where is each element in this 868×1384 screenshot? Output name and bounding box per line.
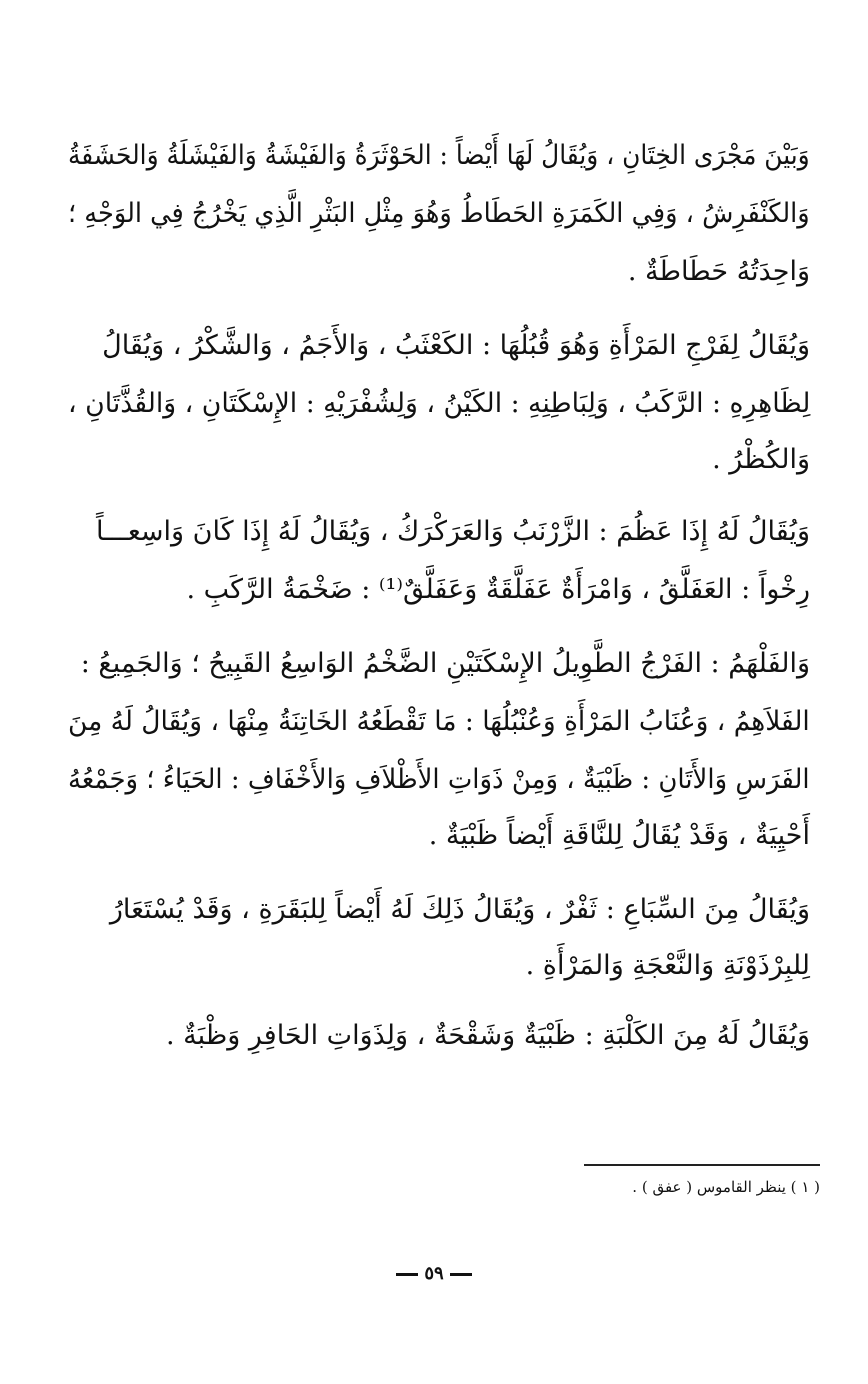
text-line: وَبَيْنَ مَجْرَى الخِتَانِ ، وَيُقَالُ لَهَا أَيْضاً : الحَوْثَرَةُ وَالفَيْشَةُ وَالفَيْشَلَةُ وَالحَشَفَةُ bbox=[68, 140, 810, 171]
text-line: وَيُقَالُ لَهُ إِذَا عَظُمَ : الزَّرْنَبُ وَالعَرَكْرَكُ ، وَيُقَالُ لَهُ إِذَا كَانَ وَاسِعـــاً bbox=[95, 516, 810, 547]
page-number-value: ٥٩ bbox=[424, 1263, 444, 1284]
text-line: وَالفَلْهَمُ : الفَرْجُ الطَّوِيلُ الإِسْكَتَيْنِ الضَّخْمُ الوَاسِعُ القَبِيحُ ؛ وَالجَمِيعُ : bbox=[80, 648, 810, 679]
footnote: ( ١ ) ينظر القاموس ( عفق ) . bbox=[632, 1178, 820, 1196]
text-line: وَالكَنْفَرِشُ ، وَفِي الكَمَرَةِ الحَطَاطُ وَهُوَ مِثْلِ البَثْرِ الَّذِي يَخْرُجُ فِي الوَجْهِ ؛ bbox=[68, 198, 810, 229]
text-line: لِظَاهِرِهِ : الرَّكَبُ ، وَلِبَاطِنِهِ : الكَيْنُ ، وَلِشُفْرَيْهِ : الإِسْكَتَانِ ، وَالقُذَّتَانِ ، bbox=[67, 388, 810, 419]
text-line: وَاحِدَتُهُ حَطَاطَةٌ . bbox=[627, 256, 810, 287]
text-line: أَحْيِيَةٌ ، وَقَدْ يُقَالُ لِلنَّاقَةِ أَيْضاً ظَبْيَةٌ . bbox=[428, 820, 810, 851]
page-number-dash bbox=[396, 1273, 418, 1276]
text-line: لِلبِرْذَوْنَةِ وَالنَّعْجَةِ وَالمَرْأَةِ . bbox=[525, 950, 810, 981]
text-line: وَالكُظْرُ . bbox=[712, 444, 810, 475]
text-line: رِخْواً : العَفَلَّقُ ، وَامْرَأَةٌ عَفَلَّقَةٌ وَعَفَلَّقٌ⁽¹⁾ : ضَخْمَةُ الرَّكَبِ . bbox=[186, 574, 810, 605]
page-number bbox=[0, 1262, 868, 1286]
page-number-dash bbox=[450, 1273, 472, 1276]
text-line: وَيُقَالُ لَهُ مِنَ الكَلْبَةِ : ظَبْيَةٌ وَشَقْحَةٌ ، وَلِذَوَاتِ الحَافِرِ وَظْبَةٌ . bbox=[166, 1020, 810, 1051]
footnote-divider bbox=[584, 1164, 820, 1166]
text-line: الفَرَسِ وَالأَتَانِ : ظَبْيَةٌ ، وَمِنْ ذَوَاتِ الأَظْلاَفِ وَالأَخْفَافِ : الحَيَاءُ ؛ وَجَمْعُهُ bbox=[68, 764, 810, 795]
main-text bbox=[68, 0, 810, 1100]
text-line: وَيُقَالُ مِنَ السِّبَاعِ : ثَفْرٌ ، وَيُقَالُ ذَلِكَ لَهُ أَيْضاً لِلبَقَرَةِ ، وَقَدْ يُسْتَعَارُ bbox=[109, 894, 810, 925]
text-line: وَيُقَالُ لِفَرْجِ المَرْأَةِ وَهُوَ قُبُلُهَا : الكَعْثَبُ ، وَالأَجَمُ ، وَالشَّكْرُ ، وَيُقَالُ bbox=[102, 330, 810, 361]
text-line: الفَلاَهِمُ ، وَعُنَابُ المَرْأَةِ وَعُنْبُلُهَا : مَا تَقْطَعُهُ الخَاتِنَةُ مِنْهَا ، وَيُقَالُ لَهُ مِنَ bbox=[68, 706, 810, 737]
